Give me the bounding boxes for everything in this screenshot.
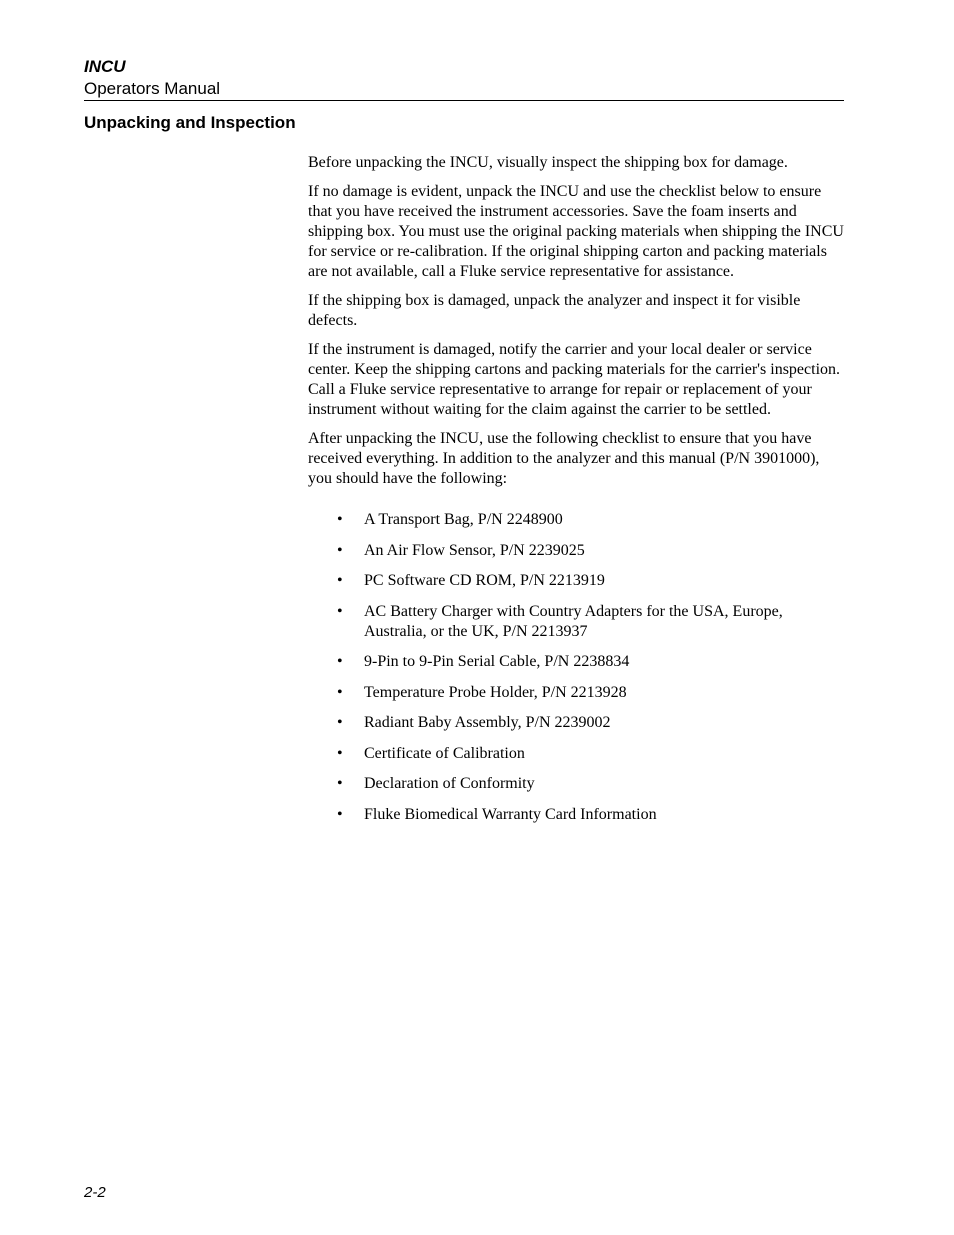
list-item-text: Fluke Biomedical Warranty Card Information xyxy=(364,805,657,823)
list-item-text: 9-Pin to 9-Pin Serial Cable, P/N 2238834 xyxy=(364,653,630,670)
paragraph-intro: Before unpacking the INCU, visually inspect the shipping box for damage. xyxy=(308,154,788,171)
list-item xyxy=(308,571,844,591)
header-divider xyxy=(84,100,844,101)
paragraph-no-damage: If no damage is evident, unpack the INCU and use the checklist below to ensure that you have received the instrument accessories. Save the foam inserts and shipping box. You must use the original packing materials when shipping the INCU for service or re-calibration. If the original shipping carton and packing materials are not available, call a Fluke service representative for assistance. xyxy=(308,183,844,280)
list-item xyxy=(308,683,844,703)
accessory-checklist xyxy=(308,510,844,825)
page-number: 2-2 xyxy=(84,1184,106,1201)
section-heading: Unpacking and Inspection xyxy=(84,113,296,132)
bullet-icon: • xyxy=(337,744,343,762)
list-item xyxy=(308,652,844,672)
header-manual-title: Operators Manual xyxy=(84,79,221,98)
bullet-icon: • xyxy=(337,805,343,823)
list-item xyxy=(308,774,844,794)
bullet-icon: • xyxy=(337,602,343,620)
paragraph-instrument-damaged: If the instrument is damaged, notify the carrier and your local dealer or service center. Keep the shipping cartons and packing materials for the carrier's inspection. Call a Fluke service representative to arrange for repair or replacement of your instrument without waiting for the claim against the carrier to be settled. xyxy=(308,341,841,418)
paragraph-checklist-intro: After unpacking the INCU, use the following checklist to ensure that you have received everything. In addition to the analyzer and this manual (P/N 3901000), you should have the following: xyxy=(308,430,820,487)
list-item xyxy=(308,744,844,764)
list-item xyxy=(308,541,844,561)
bullet-icon: • xyxy=(337,541,343,559)
header-product-title: INCU xyxy=(84,57,126,76)
list-item-text: Radiant Baby Assembly, P/N 2239002 xyxy=(364,714,611,731)
body-column xyxy=(308,153,844,835)
bullet-icon: • xyxy=(337,653,343,670)
list-item-text: PC Software CD ROM, P/N 2213919 xyxy=(364,572,605,589)
list-item-text: Certificate of Calibration xyxy=(364,744,525,762)
bullet-icon: • xyxy=(337,775,343,792)
list-item-text: Temperature Probe Holder, P/N 2213928 xyxy=(364,683,627,701)
bullet-icon: • xyxy=(337,511,343,528)
list-item-text: AC Battery Charger with Country Adapters for the USA, Europe, Australia, or the UK, P/N 2213937 xyxy=(364,602,783,640)
paragraph-box-damaged: If the shipping box is damaged, unpack the analyzer and inspect it for visible defects. xyxy=(308,292,801,329)
list-item-text: A Transport Bag, P/N 2248900 xyxy=(364,511,563,528)
bullet-icon: • xyxy=(337,683,343,701)
list-item xyxy=(308,602,844,642)
list-item xyxy=(308,805,844,825)
bullet-icon: • xyxy=(337,572,343,589)
list-item-text: An Air Flow Sensor, P/N 2239025 xyxy=(364,541,585,559)
list-item-text: Declaration of Conformity xyxy=(364,775,535,792)
bullet-icon: • xyxy=(337,714,343,731)
list-item xyxy=(308,713,844,733)
list-item xyxy=(308,510,844,530)
